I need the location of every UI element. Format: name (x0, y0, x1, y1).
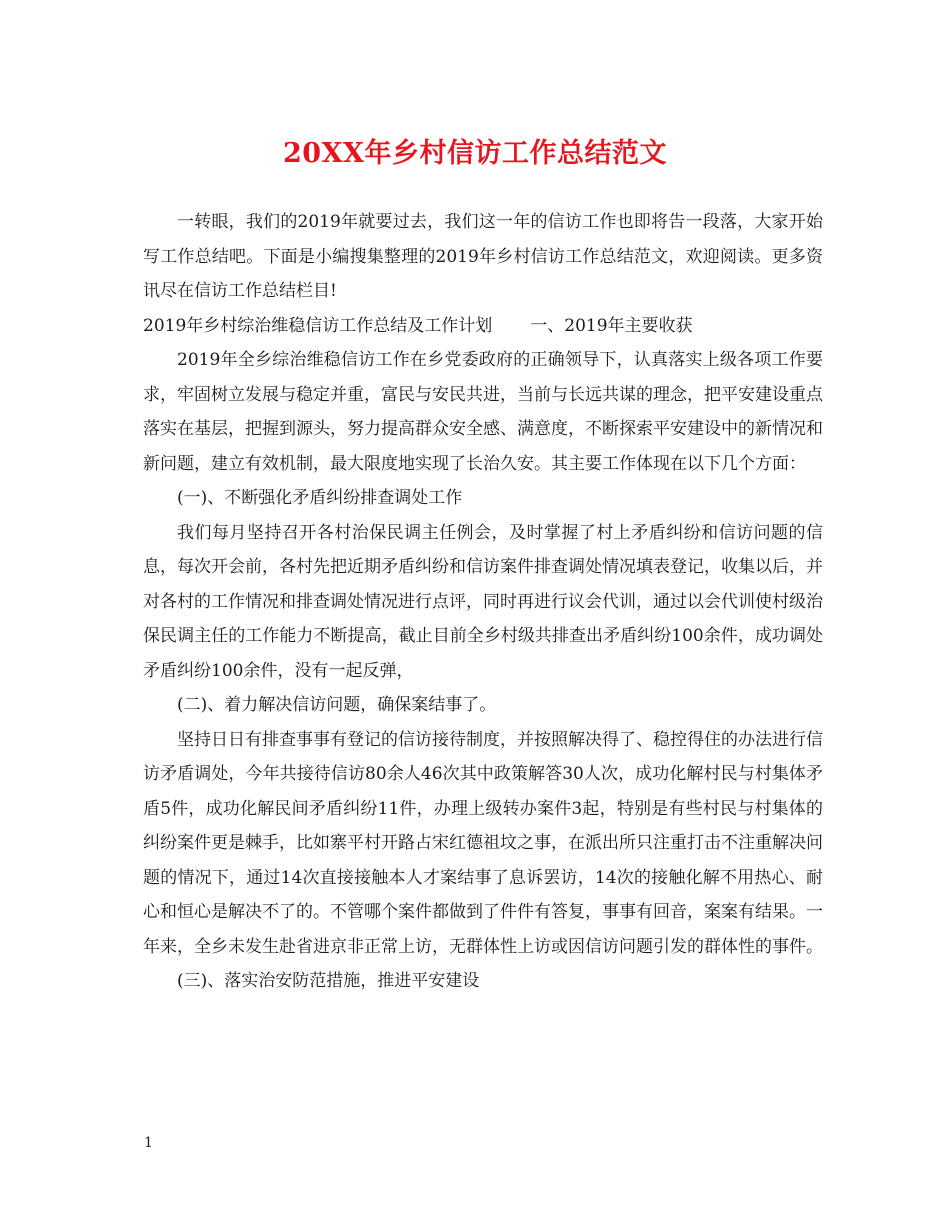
section-heading-1: (一)、不断强化矛盾纠纷排查调处工作 (177, 488, 463, 508)
page-number: 1 (144, 1135, 153, 1151)
subheading-line (143, 309, 823, 344)
section-heading-3: (三)、落实治安防范措施，推进平安建设 (177, 971, 480, 991)
document-title: 20XX年乡村信访工作总结范文 (283, 138, 667, 169)
section-heading-2: (二)、着力解决信访问题，确保案结事了。 (177, 695, 497, 715)
document-body (143, 205, 823, 999)
subheading-right: 一、2019年主要收获 (530, 315, 693, 336)
subheading-left: 2019年乡村综治维稳信访工作总结及工作计划 (143, 315, 493, 336)
paragraph-3: 坚持日日有排查事事有登记的信访接待制度，并按照解决得了、稳控得住的办法进行信访矛盾调处，今年共接待信访80余人46次其中政策解答30人次，成功化解村民与村集体矛盾5件，成功化解民间矛盾纠纷11件，办理上级转办案件3起，特别是有些村民与村集体的纠纷案件更是棘手，比如寨平村开路占宋红德祖坟之事，在派出所只注重打击不注重解决问题的情况下，通过14次直接接触本人才案结事了息诉罢访，14次的接触化解不用热心、耐心和恒心是解决不了的。不管哪个案件都做到了件件有答复，事事有回音，案案有结果。一年来，全乡未发生赴省进京非正常上访，无群体性上访或因信访问题引发的群体性的事件。 (143, 729, 823, 957)
intro-paragraph: 一转眼，我们的2019年就要过去，我们这一年的信访工作也即将告一段落，大家开始写工作总结吧。下面是小编搜集整理的2019年乡村信访工作总结范文，欢迎阅读。更多资讯尽在信访工作总结栏目! (143, 212, 823, 301)
paragraph-1: 2019年全乡综治维稳信访工作在乡党委政府的正确领导下，认真落实上级各项工作要求，牢固树立发展与稳定并重，富民与安民共进，当前与长远共谋的理念，把平安建设重点落实在基层，把握到源头，努力提高群众安全感、满意度，不断探索平安建设中的新情况和新问题，建立有效机制，最大限度地实现了长治久安。其主要工作体现在以下几个方面： (143, 350, 823, 474)
paragraph-2: 我们每月坚持召开各村治保民调主任例会，及时掌握了村上矛盾纠纷和信访问题的信息，每次开会前，各村先把近期矛盾纠纷和信访案件排查调处情况填表登记，收集以后，并对各村的工作情况和排查调处情况进行点评，同时再进行议会代训，通过以会代训使村级治保民调主任的工作能力不断提高，截止目前全乡村级共排查出矛盾纠纷100余件，成功调处矛盾纠纷100余件，没有一起反弹， (143, 522, 823, 681)
